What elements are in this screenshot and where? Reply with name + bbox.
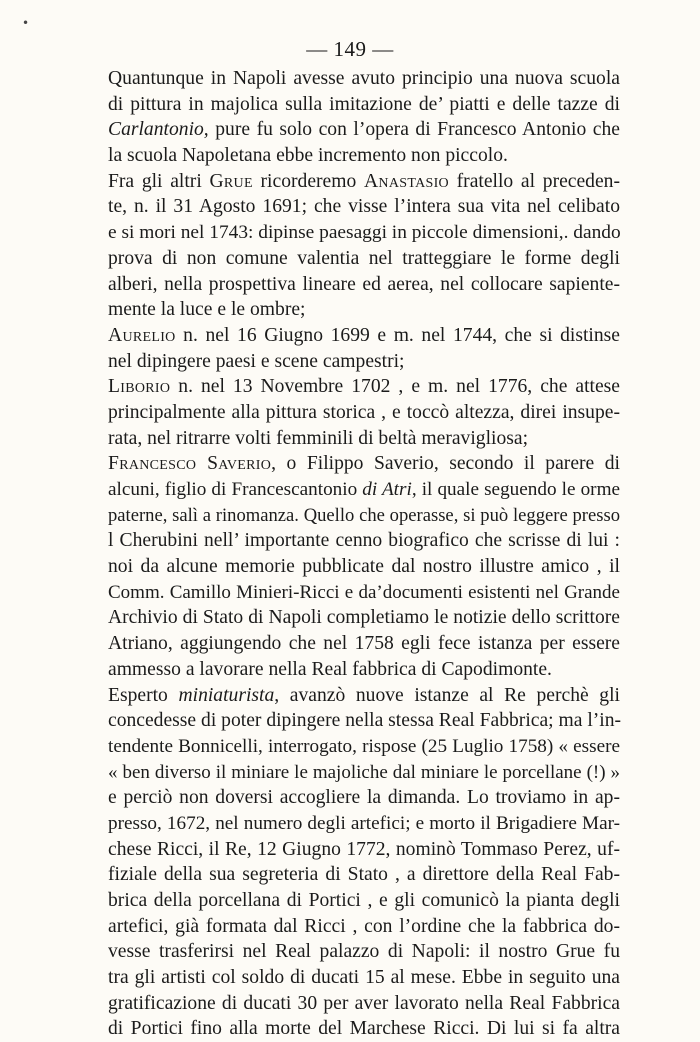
italic-text: miniaturista	[178, 684, 275, 706]
text-run: gratificazione di ducati 30 per aver lavorato nella Real Fabbrica	[108, 992, 620, 1014]
text-line	[108, 991, 620, 1017]
text-run: , il quale seguendo le orme	[411, 479, 621, 500]
text-run: presso, 1672, nel numero degli artefici; e morto il Brigadiere Mar-	[108, 812, 620, 834]
text-line	[108, 785, 620, 811]
text-run: « ben diverso il miniare le majoliche dal miniare le porcellane (!) »	[108, 761, 620, 783]
text-run: mente la luce e le ombre;	[108, 299, 306, 321]
text-run: rata, nel ritrarre volti femminili di beltà meravigliosa;	[108, 427, 529, 449]
text-line	[108, 503, 620, 529]
text-run: fiziale della sua segreteria di Stato , a direttore della Real Fab-	[108, 864, 620, 886]
text-line	[108, 888, 620, 914]
text-line	[108, 117, 620, 143]
text-line	[108, 862, 620, 888]
text-line	[108, 708, 620, 734]
text-run: n. nel 13 Novembre 1702 , e m. nel 1776, che attese	[170, 376, 620, 398]
text-line	[108, 837, 620, 863]
text-line	[108, 169, 620, 195]
text-run: artefici, già formata dal Ricci , con l’ordine che la fabbrica do-	[108, 915, 620, 937]
text-line	[108, 143, 620, 169]
text-run: alcuni, figlio di Francescantonio	[108, 479, 363, 500]
text-line	[108, 400, 620, 426]
text-run: Esperto	[108, 684, 179, 706]
text-run: Comm. Camillo Minieri-Ricci e da’documenti esistenti nel Grande	[108, 581, 620, 603]
text-line	[108, 426, 620, 452]
text-line	[108, 297, 620, 323]
text-run: concedesse di poter dipingere nella stessa Real Fabbrica; ma l’in-	[108, 710, 622, 732]
text-run: e si mori nel 1743: dipinse paesaggi in piccole dimensioni,. dando	[108, 222, 621, 244]
text-run: Archivio di Stato di Napoli completiamo le notizie dello scrittore	[108, 607, 620, 629]
text-run: principalmente alla pittura storica , e toccò altezza, direi insupe-	[108, 401, 620, 423]
text-line	[108, 92, 620, 118]
text-run: chese Ricci, il Re, 12 Giugno 1772, nominò Tommaso Perez, uf-	[108, 838, 620, 860]
text-run: di Portici fino alla morte del Marchese Ricci. Di lui si fa altra	[108, 1018, 620, 1040]
text-line	[108, 605, 620, 631]
text-run: Quantunque in Napoli avesse avuto principio una nuova scuola	[108, 68, 620, 89]
text-line	[108, 554, 620, 580]
text-line	[108, 220, 620, 246]
text-line	[108, 477, 620, 503]
name-small-caps: Anastasio	[363, 170, 449, 192]
text-run: brica della porcellana di Portici , e gli comunicò la pianta degli	[108, 890, 620, 911]
text-line	[108, 194, 620, 220]
text-run: fratello al preceden-	[448, 170, 620, 192]
text-line	[108, 811, 620, 837]
name-small-caps: Grue	[209, 170, 253, 192]
text-run: te, n. il 31 Agosto 1691; che visse l’intera sua vita nel celibato	[108, 196, 620, 218]
text-line	[108, 1016, 620, 1042]
name-small-caps: Liborio	[108, 376, 171, 398]
text-run: noi da alcune memorie pubblicate dal nostro illustre amico , il	[108, 556, 620, 578]
italic-text: di Atri	[362, 479, 412, 500]
text-run: Fra gli altri	[108, 170, 210, 192]
text-line	[108, 451, 620, 477]
name-small-caps: Francesco Saverio	[108, 453, 272, 475]
text-line	[108, 323, 620, 349]
text-run: pure fu solo con l’opera di Francesco Antonio che	[208, 119, 620, 141]
text-run: di pittura in majolica sulla imitazione de’ piatti e delle tazze di	[108, 93, 620, 115]
body-text	[108, 66, 620, 1042]
text-run: prova di non comune valentia nel tratteggiare le forme degli	[108, 247, 620, 269]
text-line	[108, 66, 620, 92]
text-run: alberi, nella prospettiva lineare ed aerea, nel collocare sapiente-	[108, 273, 620, 295]
corner-mark: •	[22, 16, 30, 30]
text-line	[108, 965, 620, 991]
text-run: tra gli artisti col soldo di ducati 15 al mese. Ebbe in seguito una	[108, 967, 620, 989]
page-number: — 149 —	[306, 37, 394, 61]
italic-text: Carlantonio,	[108, 119, 209, 141]
text-line	[108, 683, 620, 709]
text-line	[108, 580, 620, 606]
text-line	[108, 657, 620, 683]
text-run: nel dipingere paesi e scene campestri;	[108, 350, 405, 372]
text-run: ammesso a lavorare nella Real fabbrica di Capodimonte.	[108, 658, 552, 680]
text-run: tendente Bonnicelli, interrogato, rispose (25 Luglio 1758) « essere	[108, 735, 620, 757]
text-line	[108, 760, 620, 786]
text-line	[108, 246, 620, 272]
text-line	[108, 631, 620, 657]
text-line	[108, 914, 620, 940]
text-line	[108, 349, 620, 375]
text-run: vesse trasferirsi nel Real palazzo di Napoli: il nostro Grue fu	[108, 941, 620, 963]
text-run: ricorderemo	[252, 170, 364, 192]
text-run: paterne, salì a rinomanza. Quello che operasse, si può leggere presso	[108, 504, 620, 526]
text-run: n. nel 16 Giugno 1699 e m. nel 1744, che si distinse	[175, 324, 620, 346]
text-line	[108, 734, 620, 760]
text-run: la scuola Napoletana ebbe incremento non piccolo.	[108, 145, 508, 167]
text-run: , avanzò nuove istanze al Re perchè gli	[274, 684, 620, 706]
text-line	[108, 939, 620, 965]
text-run: Atriano, aggiungendo che nel 1758 egli fece istanza per essere	[108, 633, 620, 655]
text-line	[108, 374, 620, 400]
text-run: e perciò non doversi accogliere la dimanda. Lo troviamo in ap-	[108, 787, 620, 809]
text-run: l Cherubini nell’ importante cenno biografico che scrisse di lui :	[108, 530, 620, 552]
text-line	[108, 528, 620, 554]
name-small-caps: Aurelio	[108, 324, 176, 346]
text-run: , o Filippo Saverio, secondo il parere di	[271, 453, 620, 475]
text-line	[108, 272, 620, 298]
